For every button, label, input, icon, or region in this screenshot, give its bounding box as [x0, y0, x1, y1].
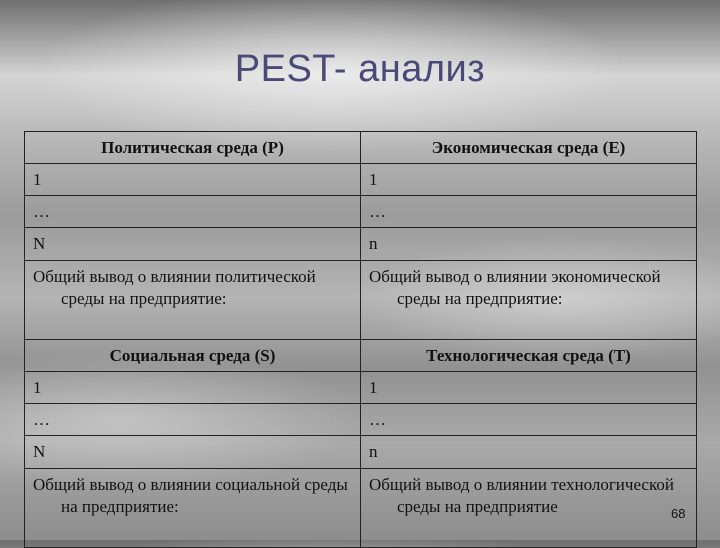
- social-factor-cell: N: [25, 436, 361, 469]
- table-row: [25, 164, 697, 196]
- political-factor-cell: 1: [25, 164, 361, 196]
- table-row: [25, 228, 697, 261]
- slide-title: PEST- анализ: [234, 48, 486, 90]
- economic-conclusion-text: Общий вывод о влиянии экономической среды на предприятие:: [369, 267, 661, 308]
- economic-factor-cell: n: [361, 228, 697, 261]
- social-env-header: Социальная среда (S): [25, 340, 361, 372]
- page-number: 68: [671, 506, 686, 521]
- conclusion-row: [25, 469, 697, 548]
- technological-conclusion-text: Общий вывод о влиянии технологической среды на предприятие: [369, 475, 674, 516]
- economic-conclusion-cell: [361, 261, 697, 340]
- political-factor-cell: N: [25, 228, 361, 261]
- technological-conclusion-cell: [361, 469, 697, 548]
- economic-factor-cell: …: [361, 196, 697, 228]
- technological-env-header: Технологическая среда (Т): [361, 340, 697, 372]
- social-factor-cell: …: [25, 404, 361, 436]
- table-row: [25, 436, 697, 469]
- table-row: [25, 196, 697, 228]
- social-factor-cell: 1: [25, 372, 361, 404]
- pest-analysis-table: [24, 131, 697, 548]
- political-conclusion-text: Общий вывод о влиянии политической среды на предприятие:: [33, 267, 316, 308]
- political-factor-cell: …: [25, 196, 361, 228]
- economic-env-header: Экономическая среда (Е): [361, 132, 697, 164]
- table-header-row: [25, 132, 697, 164]
- table-row: [25, 372, 697, 404]
- social-conclusion-text: Общий вывод о влиянии социальной среды на предприятие:: [33, 475, 348, 516]
- conclusion-row: [25, 261, 697, 340]
- social-conclusion-cell: [25, 469, 361, 548]
- table-row: [25, 404, 697, 436]
- economic-factor-cell: 1: [361, 164, 697, 196]
- table-header-row: [25, 340, 697, 372]
- technological-factor-cell: n: [361, 436, 697, 469]
- political-conclusion-cell: [25, 261, 361, 340]
- technological-factor-cell: …: [361, 404, 697, 436]
- political-env-header: Политическая среда (Р): [25, 132, 361, 164]
- technological-factor-cell: 1: [361, 372, 697, 404]
